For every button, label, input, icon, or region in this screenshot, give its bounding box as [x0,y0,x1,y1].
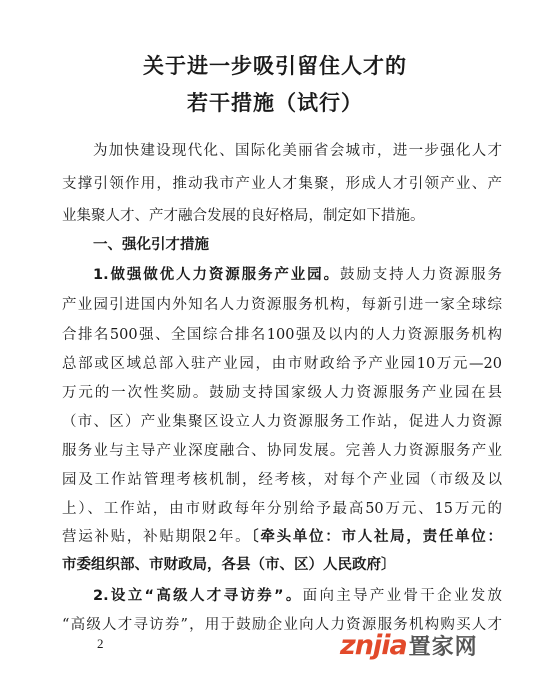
item1-line-4: 总部或区域总部入驻产业园，由市财政给予产业园10万元—20 [62,356,502,372]
item2-line-2: “高级人才寻访券”，用于鼓励企业向人力资源服务机构购买人才 [62,617,502,633]
intro-line-1: 为加快建设现代化、国际化美丽省会城市，进一步强化人才 [93,143,502,159]
item1-line-9: 上）、工作站，由市财政每年分别给予最高50万元、15万元的 [62,501,502,517]
intro-line-2: 支撑引领作用，推动我市产业人才集聚，形成人才引领产业、产 [62,176,502,192]
document-title-line2: 若干措施（试行） [187,91,363,115]
section-heading: 一、强化引才措施 [93,237,209,253]
intro-line-3: 业集聚人才、产才融合发展的良好格局，制定如下措施。 [62,208,425,224]
watermark-logo: znjia [340,629,407,661]
watermark-text: 置家网 [408,634,478,660]
item1-line-10 [62,524,502,550]
item1-line-1 [93,262,502,288]
item2-line-1 [93,583,502,609]
item2-lead: 2.设立“高级人才寻访券”。 [93,588,303,604]
item1-line10-text: 营运补贴，补贴期限2年。 [62,529,252,545]
item1-line-5: 万元的一次性奖励。鼓励支持国家级人力资源服务产业园在县 [62,385,502,401]
page-number: 2 [97,636,104,651]
item2-line1-rest: 面向主导产业骨干企业发放 [302,588,502,604]
item1-line-11: 市委组织部、市财政局，各县（市、区）人民政府〕 [62,557,396,573]
item1-line-8: 园及工作站管理考核机制，经考核，对每个产业园（市级及以 [62,472,502,488]
site-watermark [340,620,546,670]
item1-line-7: 服务业与主导产业深度融合、协同发展。完善人力资源服务产业 [62,443,502,459]
item1-line-2: 产业园引进国内外知名人力资源服务机构，每新引进一家全球综 [62,297,502,313]
item1-lead: 1.做强做优人力资源服务产业园。 [93,267,340,283]
item1-line1-rest: 鼓励支持人力资源服务 [339,267,502,283]
item1-line-6: （市、区）产业集聚区设立人力资源服务工作站，促进人力资源 [62,414,502,430]
item1-line-3: 合排名500强、全国综合排名100强及以内的人力资源服务机构 [62,327,502,343]
item1-line10-responsibility: 〔牵头单位：市人社局，责任单位： [251,529,502,545]
document-title-line1: 关于进一步吸引留住人才的 [143,54,407,78]
